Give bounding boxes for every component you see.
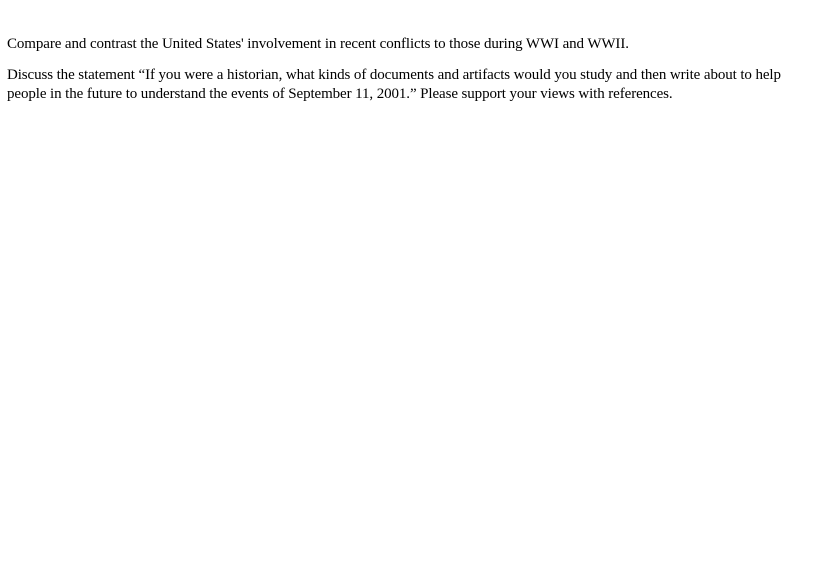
document-body [7,35,817,104]
prompt-paragraph-1: Compare and contrast the United States' involvement in recent conflicts to those during WWI and WWII. [7,36,629,52]
prompt-paragraph-2: Discuss the statement “If you were a historian, what kinds of documents and artifacts would you study and then write about to help people in the future to understand the events of September 11, 2001.” Please support your views with references. [7,67,781,102]
